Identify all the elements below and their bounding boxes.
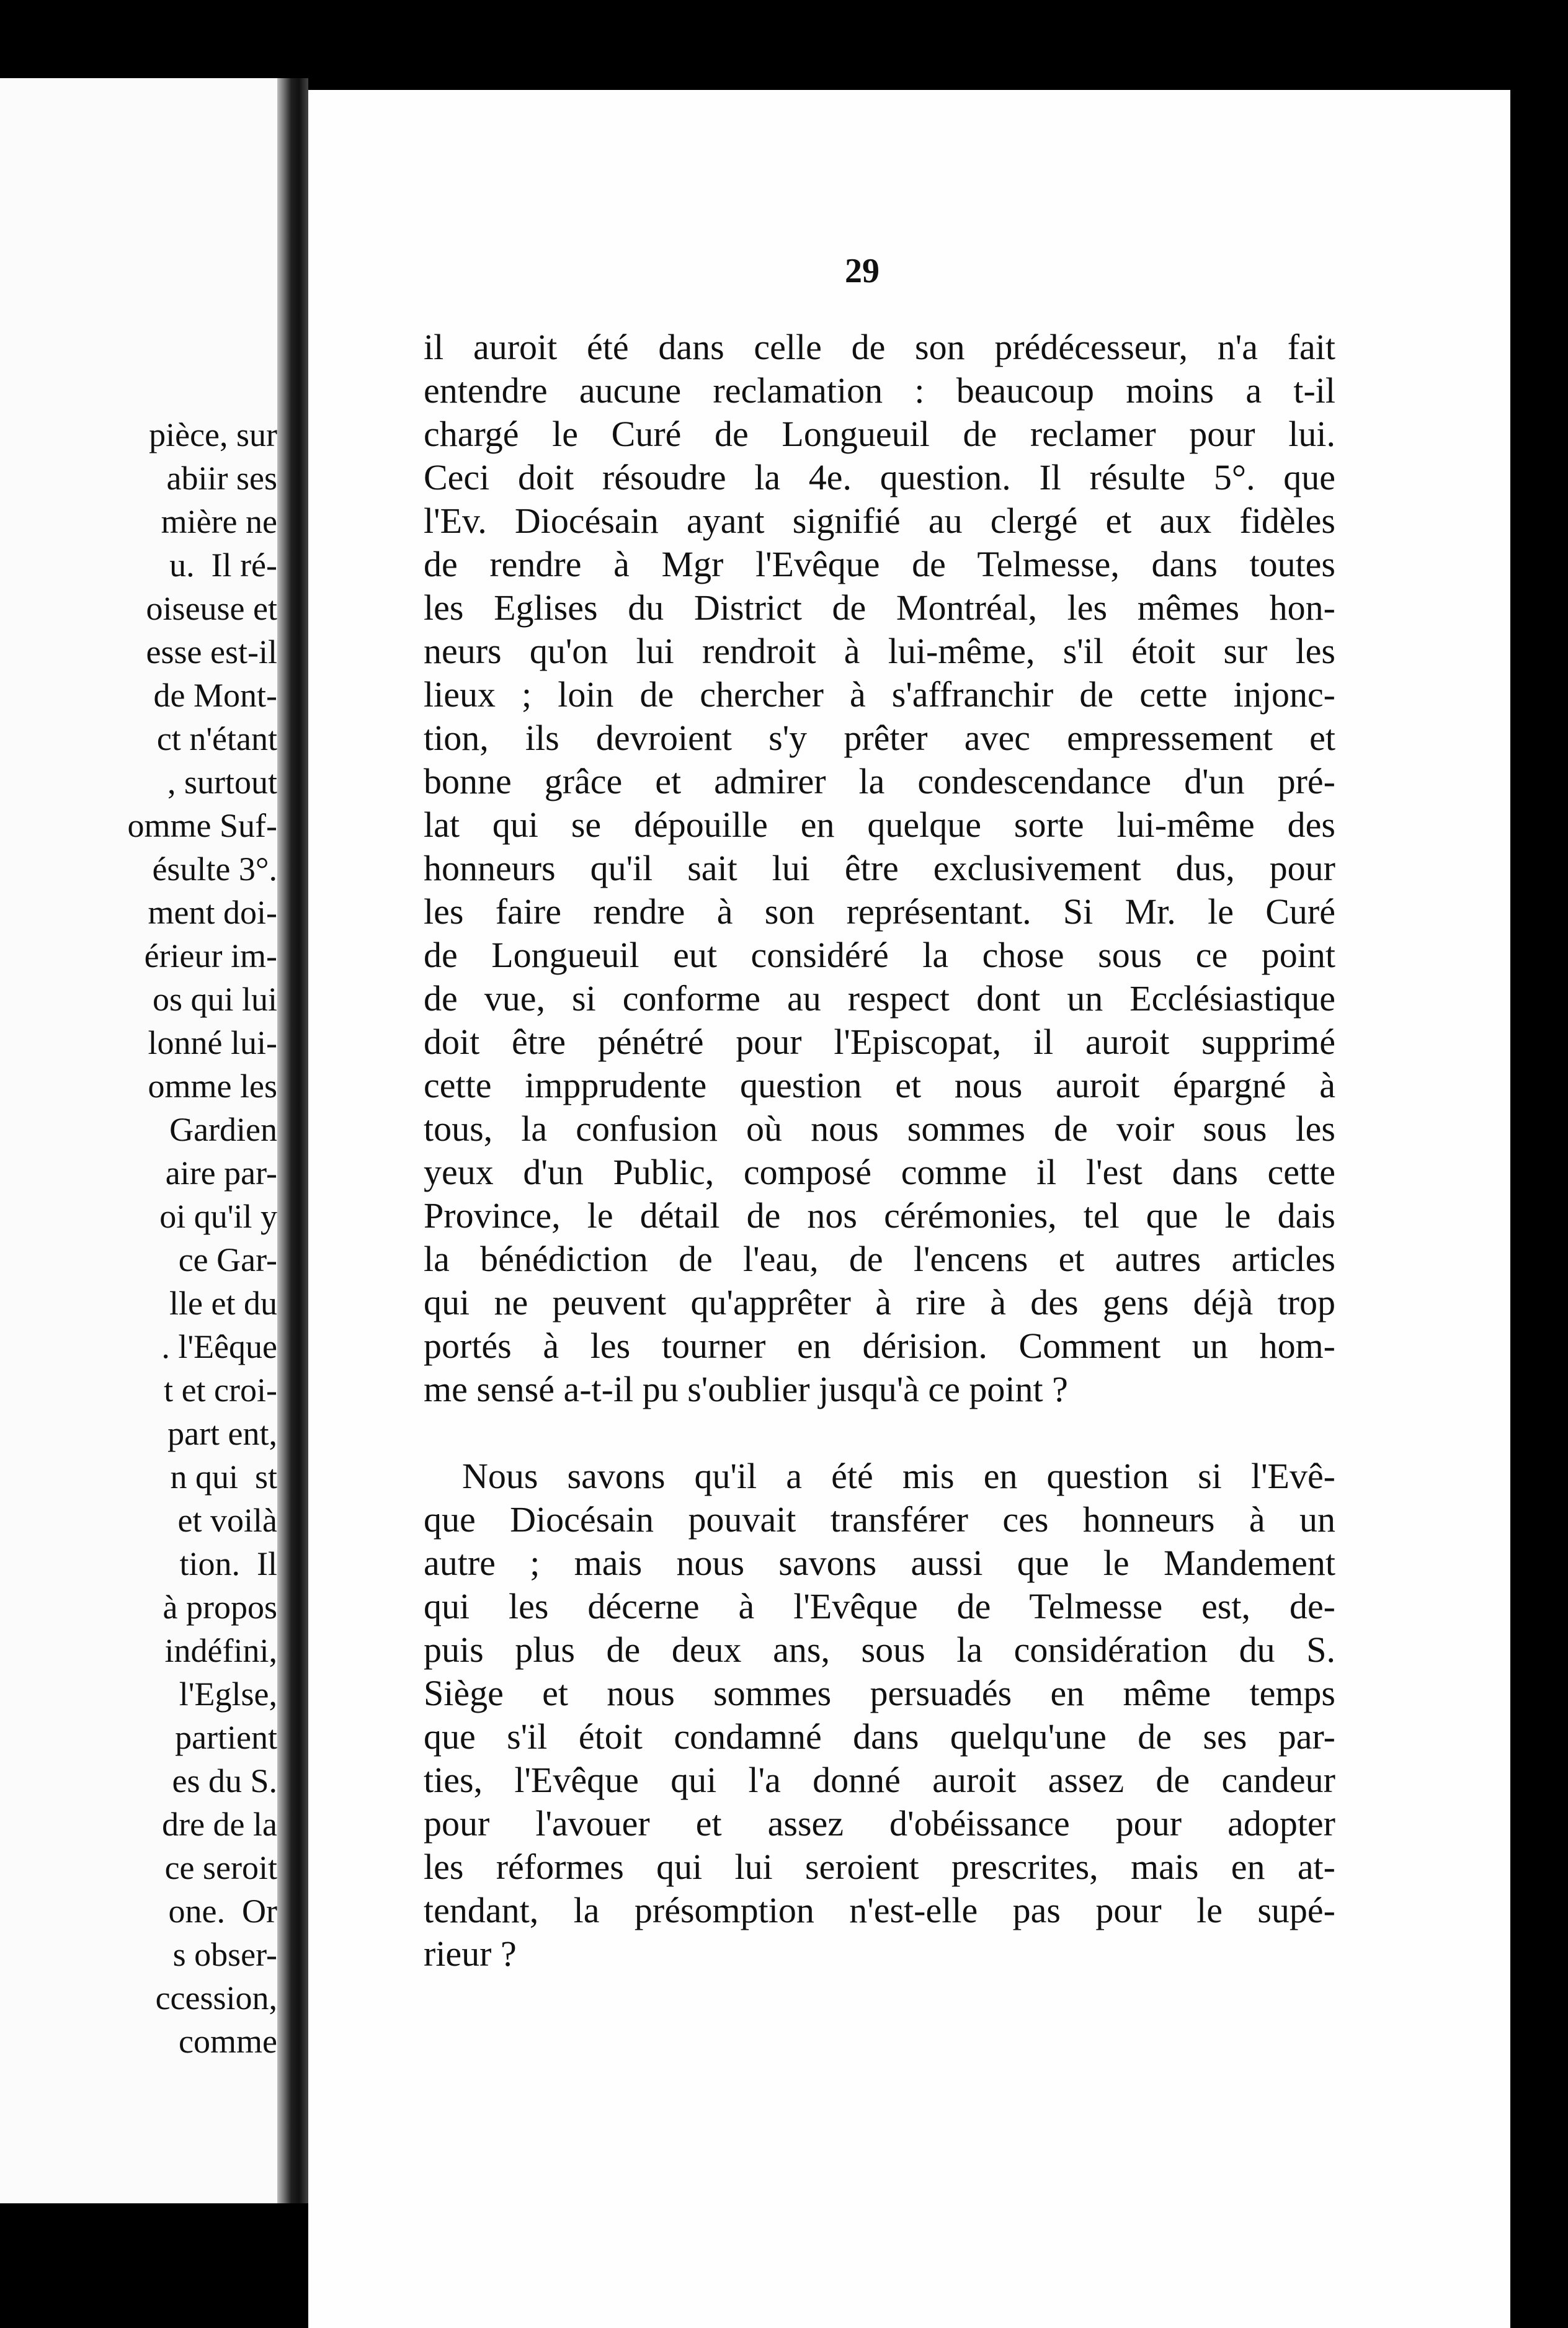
paragraph xyxy=(424,1455,1335,1976)
left-page-line: part ent, xyxy=(167,1415,277,1452)
left-page-line: es du S. xyxy=(172,1762,277,1800)
text-line: de Longueuil eut considéré la chose sous ce point xyxy=(424,935,1335,975)
left-page-text xyxy=(4,413,277,2063)
left-page-line: indéfini, xyxy=(164,1632,277,1669)
left-page-line: partient xyxy=(175,1719,277,1756)
left-page-line: . l'Eêque xyxy=(161,1328,277,1365)
left-page-line: t et croi- xyxy=(164,1371,277,1409)
text-line: ties, l'Evêque qui l'a donné auroit assez de candeur xyxy=(424,1760,1335,1800)
left-page-line: ct n'étant xyxy=(156,720,277,757)
left-page-line: pièce, sur xyxy=(149,416,277,453)
text-line: rieur ? xyxy=(424,1933,517,1974)
page-number: 29 xyxy=(845,252,880,290)
text-line: entendre aucune reclamation : beaucoup moins a t-il xyxy=(424,370,1335,411)
text-line: qui les décerne à l'Evêque de Telmesse est, de- xyxy=(424,1586,1335,1626)
text-line: cette impprudente question et nous auroit épargné à xyxy=(424,1065,1335,1105)
left-page-line: et voilà xyxy=(177,1502,277,1539)
left-page-line: dre de la xyxy=(162,1806,277,1843)
left-page-line: omme les xyxy=(148,1068,277,1105)
left-page-line: oiseuse et xyxy=(146,590,277,627)
text-line: Nous savons qu'il a été mis en question si l'Evê- xyxy=(462,1456,1335,1496)
text-line: yeux d'un Public, composé comme il l'est dans cette xyxy=(424,1152,1335,1192)
text-line: tendant, la présomption n'est-elle pas pour le supé- xyxy=(424,1890,1335,1930)
text-line: que s'il étoit condamné dans quelqu'une de ses par- xyxy=(424,1716,1335,1757)
left-page-line: s obser- xyxy=(172,1936,277,1973)
text-line: de vue, si conforme au respect dont un Ecclésiastique xyxy=(424,978,1335,1019)
text-line: portés à les tourner en dérision. Comment un hom- xyxy=(424,1326,1335,1366)
text-line: lat qui se dépouille en quelque sorte lui-même des xyxy=(424,805,1335,845)
text-line: il auroit été dans celle de son prédécesseur, n'a fait xyxy=(424,327,1335,367)
paragraph-gap xyxy=(424,1411,1335,1455)
left-page-line: abiir ses xyxy=(166,460,277,497)
left-page-line: u. Il ré- xyxy=(169,546,277,584)
text-line: que Diocésain pouvait transférer ces honneurs à un xyxy=(424,1499,1335,1540)
book-gutter xyxy=(277,78,308,2203)
left-page-paper xyxy=(0,78,277,2203)
left-page-line: ce Gar- xyxy=(178,1241,277,1278)
left-page-line: oi qu'il y xyxy=(159,1198,277,1235)
left-page-line: ment doi- xyxy=(148,894,277,931)
left-page-line: mière ne xyxy=(161,503,277,540)
left-page-line: lle et du xyxy=(169,1285,277,1322)
text-line: l'Ev. Diocésain ayant signifié au clergé et aux fidèles xyxy=(424,501,1335,541)
text-line: tion, ils devroient s'y prêter avec empressement et xyxy=(424,718,1335,758)
text-line: lieux ; loin de chercher à s'affranchir de cette injonc- xyxy=(424,674,1335,715)
body-text xyxy=(424,326,1335,1976)
text-line: tous, la confusion où nous sommes de voir sous les xyxy=(424,1108,1335,1149)
left-page-line: de Mont- xyxy=(153,677,277,714)
text-line: bonne grâce et admirer la condescendance d'un pré- xyxy=(424,761,1335,801)
left-page-line: tion. Il xyxy=(179,1545,277,1582)
left-page-line: ce seroit xyxy=(164,1849,277,1886)
left-page-line: érieur im- xyxy=(144,937,277,974)
text-line: autre ; mais nous savons aussi que le Mandement xyxy=(424,1543,1335,1583)
text-line: doit être pénétré pour l'Episcopat, il auroit supprimé xyxy=(424,1022,1335,1062)
text-line: de rendre à Mgr l'Evêque de Telmesse, dans toutes xyxy=(424,544,1335,584)
left-page-line: ésulte 3°. xyxy=(152,850,277,888)
left-page-line: à propos xyxy=(163,1589,277,1626)
left-page-line: aire par- xyxy=(165,1154,277,1192)
left-page-line: l'Eglse, xyxy=(179,1675,277,1713)
paragraph xyxy=(424,326,1335,1411)
text-line: Siège et nous sommes persuadés en même temps xyxy=(424,1673,1335,1713)
text-line: honneurs qu'il sait lui être exclusivement dus, pour xyxy=(424,848,1335,888)
text-line: me sensé a-t-il pu s'oublier jusqu'à ce point ? xyxy=(424,1369,1068,1409)
left-page-line: n qui st xyxy=(170,1458,277,1496)
text-line: les faire rendre à son représentant. Si Mr. le Curé xyxy=(424,891,1335,932)
text-line: qui ne peuvent qu'apprêter à rire à des gens déjà trop xyxy=(424,1282,1335,1322)
text-line: les réformes qui lui seroient prescrites, mais en at- xyxy=(424,1847,1335,1887)
text-line: Province, le détail de nos cérémonies, tel que le dais xyxy=(424,1195,1335,1236)
left-page-line: comme xyxy=(179,2023,277,2060)
text-line: pour l'avouer et assez d'obéissance pour adopter xyxy=(424,1803,1335,1844)
left-page-line: , surtout xyxy=(167,764,277,801)
text-line: neurs qu'on lui rendroit à lui-même, s'il étoit sur les xyxy=(424,631,1335,671)
left-page-line: ccession, xyxy=(155,1979,277,2017)
left-page-line: Gardien xyxy=(169,1111,277,1148)
text-line: puis plus de deux ans, sous la considération du S. xyxy=(424,1630,1335,1670)
text-line: la bénédiction de l'eau, de l'encens et autres articles xyxy=(424,1239,1335,1279)
left-page-line: esse est-il xyxy=(146,633,277,671)
text-line: les Eglises du District de Montréal, les mêmes hon- xyxy=(424,587,1335,628)
left-page xyxy=(0,0,279,2327)
text-line: Ceci doit résoudre la 4e. question. Il résulte 5°. que xyxy=(424,457,1335,497)
left-page-line: omme Suf- xyxy=(127,807,277,844)
left-page-line: lonné lui- xyxy=(148,1024,277,1061)
left-page-line: one. Or xyxy=(168,1893,277,1930)
text-line: chargé le Curé de Longueuil de reclamer pour lui. xyxy=(424,414,1335,454)
left-page-line: os qui lui xyxy=(152,981,277,1018)
